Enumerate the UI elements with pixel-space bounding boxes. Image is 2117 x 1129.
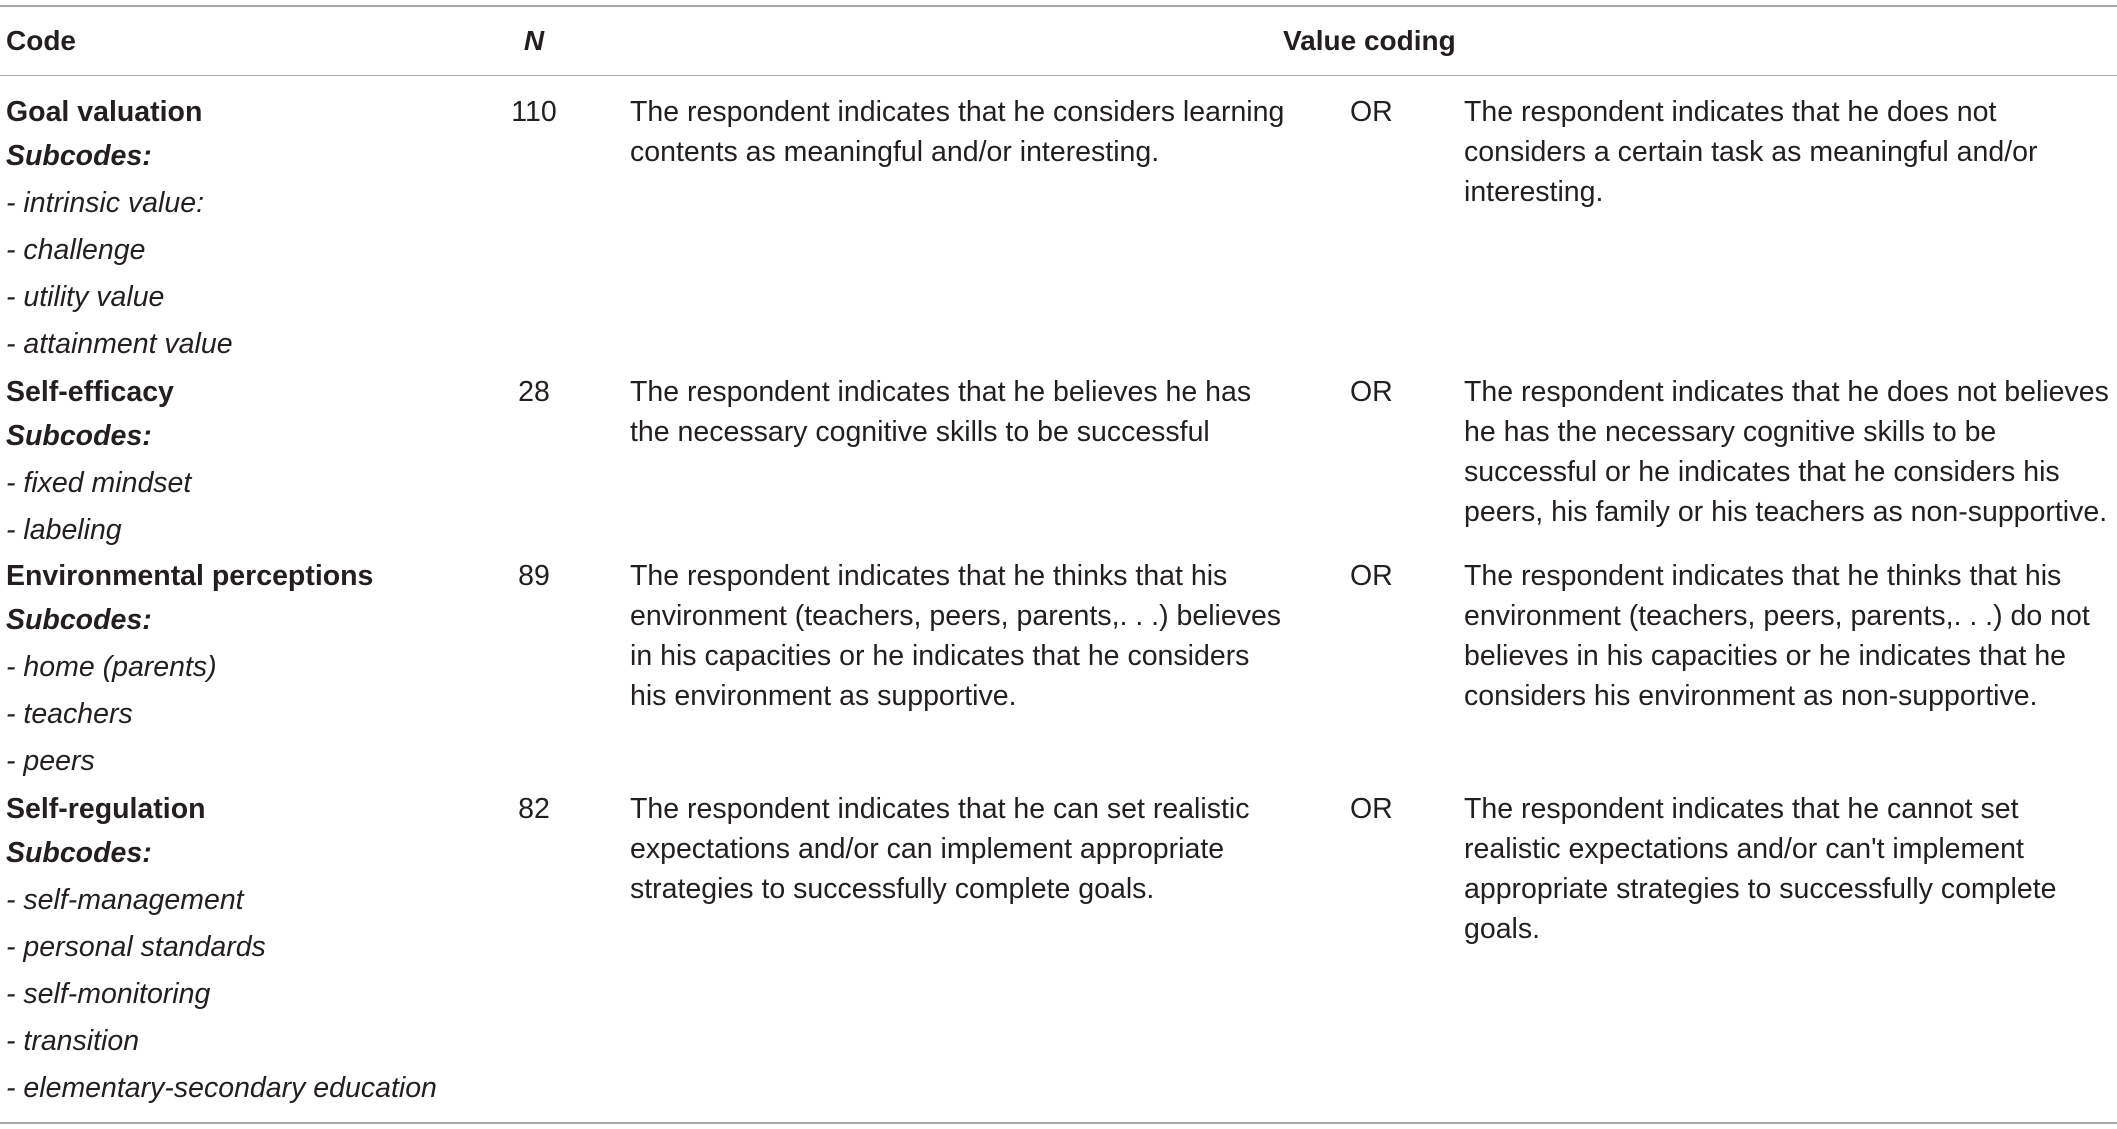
row-2-subcode-2: - labeling bbox=[6, 514, 122, 546]
row-3-subcode-1: - home (parents) bbox=[6, 651, 217, 683]
row-1-n: 110 bbox=[511, 96, 557, 128]
row-3-subcode-2: - teachers bbox=[6, 698, 133, 730]
row-1-negative-coding: The respondent indicates that he does not considers a certain task as meaningful and/or interesting. bbox=[1464, 96, 2038, 208]
row-2-or: OR bbox=[1350, 376, 1393, 408]
row-4-subcode-4: - transition bbox=[6, 1025, 140, 1057]
row-4-negative-coding: The respondent indicates that he cannot set realistic expectations and/or can't implement appropriate strategies to successfully complete goals. bbox=[1464, 793, 2057, 945]
row-2-subcode-1: - fixed mindset bbox=[6, 467, 192, 499]
row-3-n: 89 bbox=[518, 560, 550, 592]
row-1-code: Goal valuation bbox=[6, 96, 203, 128]
bottom-rule bbox=[0, 1122, 2117, 1124]
row-1-subcode-4: - attainment value bbox=[6, 328, 233, 360]
row-4-n: 82 bbox=[518, 793, 550, 825]
header-code: Code bbox=[6, 25, 76, 56]
row-1-positive-coding: The respondent indicates that he considers learning contents as meaningful and/or interesting. bbox=[630, 96, 1285, 168]
row-4-code: Self-regulation bbox=[6, 793, 206, 825]
row-3-code: Environmental perceptions bbox=[6, 560, 374, 592]
row-3-positive-coding: The respondent indicates that he thinks that his environment (teachers, peers, parents,. . .) believes in his capacities or he indicates that he considers his environment as supportive. bbox=[630, 560, 1282, 712]
top-rule bbox=[0, 5, 2117, 7]
row-1-subcode-3: - utility value bbox=[6, 281, 165, 313]
row-1-subcode-1: - intrinsic value: bbox=[6, 187, 204, 219]
row-4-positive-coding: The respondent indicates that he can set realistic expectations and/or can implement appropriate strategies to successfully complete goals. bbox=[630, 793, 1250, 905]
header-rule bbox=[0, 75, 2117, 76]
row-3-subcode-3: - peers bbox=[6, 745, 95, 777]
row-1-or: OR bbox=[1350, 96, 1393, 128]
row-4-subcode-2: - personal standards bbox=[6, 931, 266, 963]
row-2-positive-coding: The respondent indicates that he believes he has the necessary cognitive skills to be successful bbox=[630, 376, 1252, 448]
row-4-subcode-1: - self-management bbox=[6, 884, 244, 916]
row-1-subcode-2: - challenge bbox=[6, 234, 146, 266]
row-2-n: 28 bbox=[518, 376, 550, 408]
row-4-subcodes-label: Subcodes: bbox=[6, 837, 152, 869]
header-n: N bbox=[523, 25, 545, 56]
row-4-or: OR bbox=[1350, 793, 1393, 825]
row-4-subcode-5: - elementary-secondary education bbox=[6, 1072, 437, 1104]
row-3-negative-coding: The respondent indicates that he thinks that his environment (teachers, peers, parents,. . .) do not believes in his capacities or he indicates that he considers his environment as non-supportive. bbox=[1464, 560, 2090, 712]
row-2-subcodes-label: Subcodes: bbox=[6, 420, 152, 452]
header-value-coding: Value coding bbox=[1283, 25, 1456, 56]
row-1-subcodes-label: Subcodes: bbox=[6, 140, 152, 172]
row-3-or: OR bbox=[1350, 560, 1393, 592]
row-2-negative-coding: The respondent indicates that he does not believes he has the necessary cognitive skills to be successful or he indicates that he considers his peers, his family or his teachers as non-supportive. bbox=[1464, 376, 2109, 528]
row-4-subcode-3: - self-monitoring bbox=[6, 978, 211, 1010]
row-2-code: Self-efficacy bbox=[6, 376, 174, 408]
row-3-subcodes-label: Subcodes: bbox=[6, 604, 152, 636]
